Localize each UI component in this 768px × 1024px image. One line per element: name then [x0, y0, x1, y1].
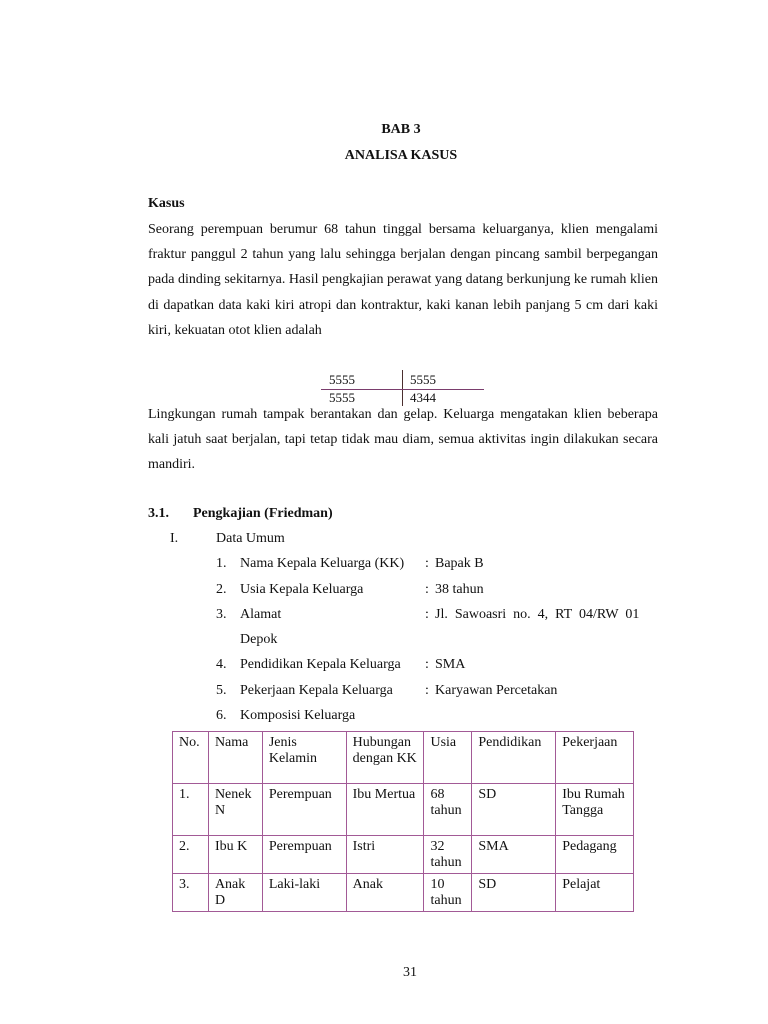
header-cell: Pendidikan: [472, 732, 556, 784]
muscle-top-right: 5555: [410, 372, 436, 387]
header-cell: Jenis Kelamin: [262, 732, 346, 784]
item-value: Bapak B: [435, 556, 484, 571]
table-cell: Anak: [346, 874, 424, 912]
item-number: 5.: [216, 683, 227, 698]
roman-title: Data Umum: [216, 531, 285, 546]
kasus-heading: Kasus: [148, 196, 185, 211]
item-number: 2.: [216, 582, 227, 597]
item-label: Pekerjaan Kepala Keluarga: [240, 683, 393, 698]
section-number: 3.1.: [148, 506, 169, 521]
table-cell: Pelajat: [556, 874, 634, 912]
table-cell: 3.: [173, 874, 209, 912]
environment-paragraph: Lingkungan rumah tampak berantakan dan gelap. Keluarga mengatakan klien beberapa kali jatuh saat berjalan, tapi tetap tidak mau diam, semua aktivitas ingin dilakukan secara mandiri.: [148, 407, 658, 473]
table-cell: 2.: [173, 836, 209, 874]
table-cell: SMA: [472, 836, 556, 874]
page-number: 31: [403, 965, 417, 980]
item-label: Usia Kepala Keluarga: [240, 582, 364, 597]
muscle-bottom-right: 4344: [410, 390, 436, 405]
item-value: SMA: [435, 657, 466, 672]
table-row: [173, 836, 634, 874]
muscle-top-left: 5555: [329, 372, 355, 387]
item-value: Jl. Sawoasri no. 4, RT 04/RW 01: [435, 607, 640, 622]
item-number: 4.: [216, 657, 227, 672]
table-cell: Istri: [346, 836, 424, 874]
table-header-row: [173, 732, 634, 784]
table-cell: 1.: [173, 784, 209, 836]
item-label: Nama Kepala Keluarga (KK): [240, 556, 405, 571]
table-row: [173, 784, 634, 836]
item-colon: :: [425, 556, 429, 571]
header-cell: Nama: [208, 732, 262, 784]
table-cell: 32 tahun: [424, 836, 472, 874]
muscle-vertical-divider: [402, 370, 403, 406]
header-cell: Usia: [424, 732, 472, 784]
table-cell: Ibu K: [208, 836, 262, 874]
item-value-continuation: Depok: [240, 632, 278, 647]
table-cell: Nenek N: [208, 784, 262, 836]
chapter-title: ANALISA KASUS: [344, 148, 458, 163]
chapter-number: BAB 3: [381, 122, 421, 137]
kasus-paragraph: Seorang perempuan berumur 68 tahun tinggal bersama keluarganya, klien mengalami fraktur panggul 2 tahun yang lalu sehingga berjalan dengan pincang sambil berpegangan pada dinding sekitarnya. Hasil pengkajian perawat yang datang berkunjung ke rumah klien di dapatkan data kaki kiri atropi dan kontraktur, kaki kanan lebih panjang 5 cm dari kaki kiri, kekuatan otot klien adalah: [148, 222, 658, 338]
item-value: 38 tahun: [435, 582, 484, 597]
table-cell: SD: [472, 784, 556, 836]
table-row: [173, 874, 634, 912]
roman-numeral: I.: [170, 531, 179, 546]
table-cell: Laki-laki: [262, 874, 346, 912]
muscle-horizontal-divider: [321, 389, 484, 390]
item-value: Karyawan Percetakan: [435, 683, 558, 698]
item-colon: :: [425, 582, 429, 597]
item-label: Pendidikan Kepala Keluarga: [240, 657, 401, 672]
table-cell: 10 tahun: [424, 874, 472, 912]
table-cell: Perempuan: [262, 784, 346, 836]
table-cell: Perempuan: [262, 836, 346, 874]
header-cell: Hubungan dengan KK: [346, 732, 424, 784]
table-cell: 68 tahun: [424, 784, 472, 836]
table-cell: Ibu Rumah Tangga: [556, 784, 634, 836]
item-number: 3.: [216, 607, 227, 622]
table-cell: Anak D: [208, 874, 262, 912]
item-colon: :: [425, 607, 429, 622]
item-label: Komposisi Keluarga: [240, 708, 356, 723]
header-cell: No.: [173, 732, 209, 784]
item-label: Alamat: [240, 607, 282, 622]
family-composition-table: [172, 731, 634, 912]
item-number: 6.: [216, 708, 227, 723]
item-colon: :: [425, 683, 429, 698]
table-cell: SD: [472, 874, 556, 912]
table-cell: Pedagang: [556, 836, 634, 874]
muscle-bottom-left: 5555: [329, 390, 355, 405]
table-cell: Ibu Mertua: [346, 784, 424, 836]
item-number: 1.: [216, 556, 227, 571]
section-title: Pengkajian (Friedman): [193, 506, 333, 521]
item-colon: :: [425, 657, 429, 672]
header-cell: Pekerjaan: [556, 732, 634, 784]
